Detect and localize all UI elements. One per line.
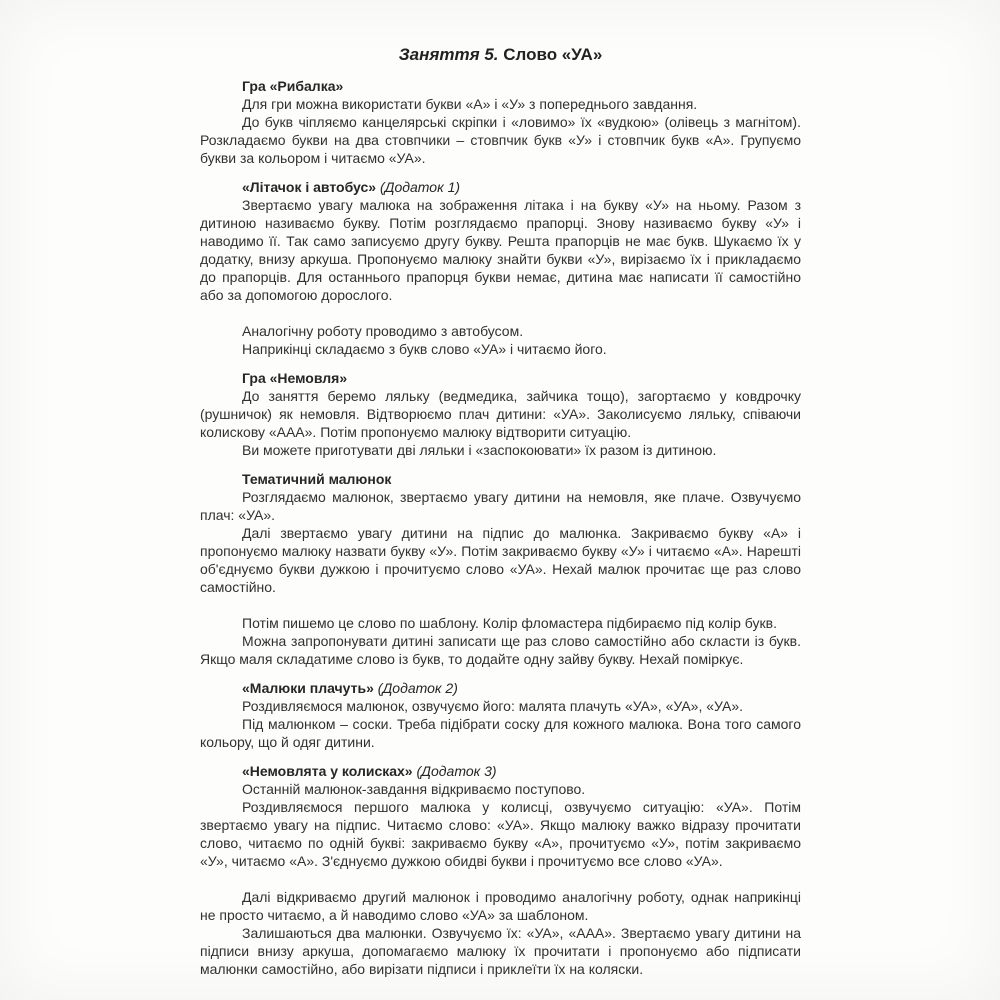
section-heading-suffix: (Додаток 1): [376, 179, 461, 195]
section-thematic-picture: [200, 470, 801, 668]
paragraph: Роздивляємося першого малюка у колисці, озвучуємо ситуацію: «УА». Потім звертаємо увагу на підпис. Читаємо слово: «УА». Якщо малюку важко відразу прочитати слово, читаємо по одній букві: закриваємо букву «А», прочитуємо «У», потім закриваємо «У», читаємо «А». З'єднуємо дужкою обидві букви і прочитуємо все слово «УА».: [200, 799, 801, 869]
section-heading: [200, 77, 801, 95]
section-heading-suffix: (Додаток 2): [373, 680, 458, 696]
paragraph: Аналогічну роботу проводимо з автобусом.: [242, 323, 524, 339]
paragraph: Далі звертаємо увагу дитини на підпис до малюнка. Закриваємо букву «А» і пропонуємо малюку назвати букву «У». Потім закриваємо букву «У» і читаємо «А». Нарешті об'єднуємо букви дужкою і прочитуємо слово «УА». Нехай малюк прочитає ще раз слово самостійно.: [200, 525, 801, 595]
paragraph: Звертаємо увагу малюка на зображення літака і на букву «У» на ньому. Разом з дитиною називаємо букву. Потім розглядаємо прапорці. Знову називаємо букву «У» і наводимо її. Так само записуємо другу букву. Решта прапорців не має букв. Шукаємо їх у додатку, внизу аркуша. Пропонуємо малюку знайти букви «У», вирізаємо їх і прикладаємо до прапорців. Для останнього прапорця букви немає, дитина має написати її самостійно або за допомогою дорослого.: [200, 197, 801, 303]
section-heading: [200, 762, 801, 780]
section-heading-text: Гра «Немовля»: [242, 370, 348, 386]
paragraph: Далі відкриваємо другий малюнок і проводимо аналогічну роботу, однак наприкінці не просто читаємо, а й наводимо слово «УА» за шаблоном.: [200, 889, 801, 923]
page-title: [200, 44, 801, 66]
section-heading-text: «Малюки плачуть»: [242, 680, 374, 696]
section-plane-and-bus: [200, 178, 801, 358]
paragraph: Ви можете приготувати дві ляльки і «заспокоювати» їх разом із дитиною.: [242, 442, 717, 458]
paragraph: Під малюнком – соски. Треба підібрати соску для кожного малюка. Вона того самого кольору, що й одяг дитини.: [200, 716, 801, 750]
paragraph: Наприкінці складаємо з букв слово «УА» і читаємо його.: [242, 341, 607, 357]
paragraph: Для гри можна використати букви «А» і «У» з попереднього завдання.: [242, 96, 698, 112]
section-heading: [200, 470, 801, 488]
section-babies-crying: [200, 679, 801, 751]
paragraph: Потім пишемо це слово по шаблону. Колір фломастера підбираємо під колір букв.: [242, 615, 777, 631]
paragraph: Розглядаємо малюнок, звертаємо увагу дитини на немовля, яке плаче. Озвучуємо плач: «УА».: [200, 489, 801, 523]
section-heading: [200, 679, 801, 697]
section-fishing-game: [200, 77, 801, 167]
section-heading-text: «Літачок і автобус»: [242, 179, 377, 195]
section-heading-text: Гра «Рибалка»: [242, 78, 344, 94]
page-title-lesson-number: Заняття 5.: [398, 45, 499, 64]
section-heading-text: «Немовлята у колисках»: [242, 763, 413, 779]
section-heading-suffix: (Додаток 3): [412, 763, 497, 779]
page-title-word: Слово «УА»: [498, 45, 603, 64]
paragraph: Останній малюнок-завдання відкриваємо поступово.: [242, 781, 586, 797]
section-heading: [200, 369, 801, 387]
text-column: [200, 44, 801, 978]
paragraph: Роздивляємося малюнок, озвучуємо його: малята плачуть «УА», «УА», «УА».: [242, 698, 743, 714]
paragraph: До заняття беремо ляльку (ведмедика, зайчика тощо), загортаємо у ковдрочку (рушничок) як немовля. Відтворюємо плач дитини: «УА». Заколисуємо ляльку, співаючи колискову «ААА». Потім пропонуємо малюку відтворити ситуацію.: [200, 388, 801, 440]
paragraph: Можна запропонувати дитині записати ще раз слово самостійно або скласти із букв. Якщо маля складатиме слово із букв, то додайте одну зайву букву. Нехай поміркує.: [200, 633, 801, 667]
section-babies-in-cradles: [200, 762, 801, 978]
section-heading-text: Тематичний малюнок: [242, 471, 392, 487]
section-baby-game: [200, 369, 801, 459]
paragraph: Залишаються два малюнки. Озвучуємо їх: «УА», «ААА». Звертаємо увагу дитини на підписи внизу аркуша, допомагаємо малюку їх прочитати і пропонуємо або підписати малюнки самостійно, або вирізати підписи і приклеїти їх на коляски.: [200, 925, 801, 977]
paragraph: До букв чіпляємо канцелярські скріпки і «ловимо» їх «вудкою» (олівець з магнітом). Розкладаємо букви на два стовпчики – стовпчик букв «У» і стовпчик букв «А». Групуємо букви за кольором і читаємо «УА».: [200, 114, 801, 166]
section-heading: [200, 178, 801, 196]
